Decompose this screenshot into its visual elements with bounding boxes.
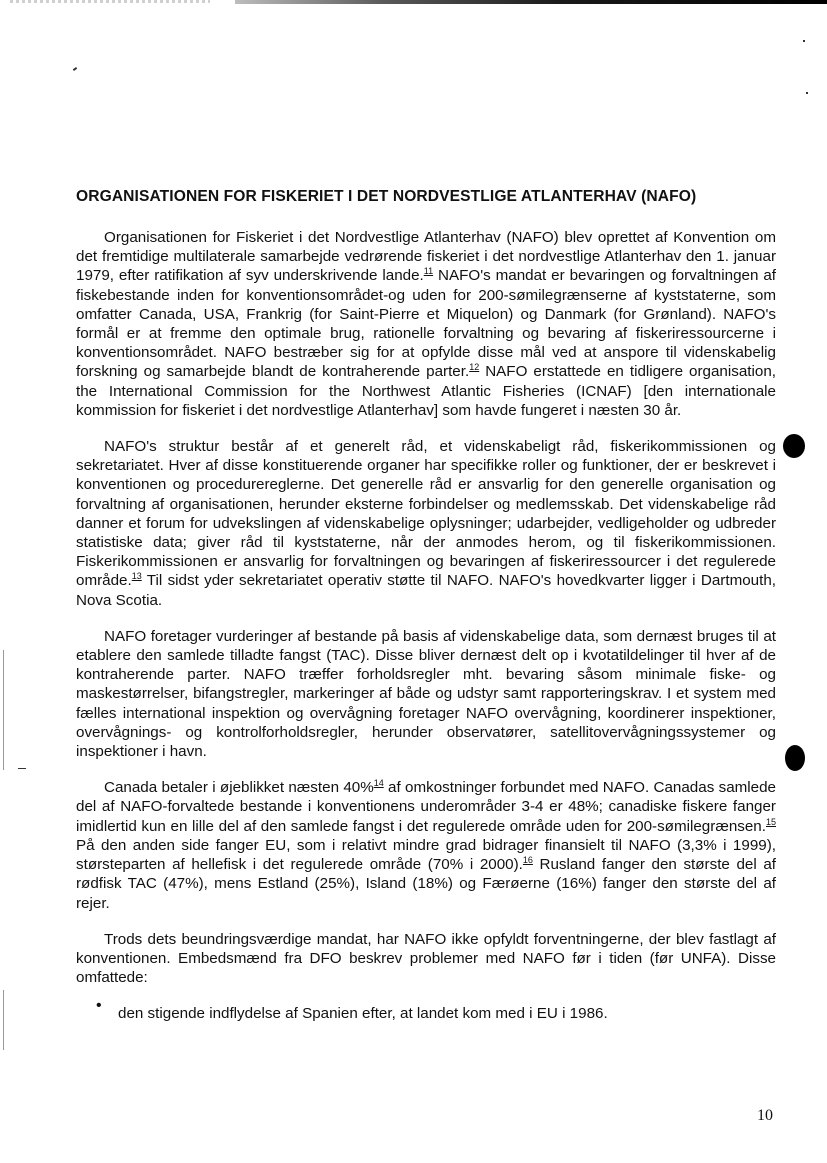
scan-speck: [806, 92, 808, 94]
scan-speck: [18, 768, 26, 769]
document-body: [76, 188, 776, 1024]
paragraph-text: NAFO foretager vurderinger af bestande på basis af videnskabelige data, som dernæst bruges til at etablere den samlede tilladte fangst (TAC). Disse bliver dernæst delt op i kvotatildelinger til hver af de kontraherende parter. NAFO træffer forholdsregler mht. bevaring såsom minimale fiske- og maskestørrelser, bifangstregler, markeringer af både og udstyr samt rapporteringskrav. I et system med fælles international inspektion og overvågning foretager NAFO overvågning, koordinerer inspektioner, overvågnings- og kontrolforholdsregler, herunder observatører, satellitovervågningssystemer og inspektioner i havn.: [76, 627, 776, 761]
paragraph-canada-contribution: [76, 778, 776, 912]
scan-speck: [803, 40, 805, 42]
scan-margin-line: [3, 650, 4, 770]
paragraph-text: NAFO erstattede en tidligere organisation, the International Commission for the Northwest Atlantic Fisheries (ICNAF) [den internationale kommission for fiskeriet i det nordvestlige Atlanterhav] som havde fungeret i næsten 30 år.: [76, 363, 777, 419]
paragraph-text: af omkostninger forbundet med NAFO. Canadas samlede del af NAFO-forvaltede bestande i konventionens underområder 3-4 er 48%; canadiske fiskere fanger imidlertid kun en lille del af den samlede fangst i det regulerede område uden for 200-sømilegrænsen.: [76, 779, 777, 835]
paragraph-nafo-assessments: [76, 627, 776, 761]
paragraph-text: NAFO's struktur består af et generelt råd, et videnskabeligt råd, fiskerikommissionen og sekretariatet. Hver af disse konstituerende organer har specifikke roller og funktioner, der er beskrevet i konventionen og procedurereglerne. Det generelle råd er ansvarlig for den generelle organisation og forvaltning af organisationen, herunder eksterne forbindelser og medlemsskab. Det videnskabelige råd danner et forum for udvekslingen af videnskabelige oplysninger; udarbejder, vedligeholder og udbreder statistiske data; giver råd til kyststaterne, når der anmodes herom, og til fiskerikommissionen. Fiskerikommissionen er ansvarlig for forvaltningen og bevaringen af fiskeriressourcer i det regulerede område.: [76, 438, 776, 590]
paragraph-text: På den anden side fanger EU, som i relativt mindre grad bidrager finansielt til NAFO (3,3% i 1999), størsteparten af hellefisk i det regulerede område (70% i 2000).: [76, 836, 776, 874]
paragraph-text: Rusland fanger den største del af rødfisk TAC (47%), mens Estland (25%), Island (18%) og Færøerne (16%) fanger den største del af rejer.: [76, 856, 776, 912]
footnote-ref[interactable]: 11: [423, 266, 434, 277]
footnote-ref[interactable]: 13: [131, 571, 142, 582]
footnote-ref[interactable]: 15: [765, 816, 776, 827]
footnote-ref[interactable]: 14: [373, 778, 384, 789]
paragraph-text: Canada betaler i øjeblikket næsten 40%: [104, 779, 374, 797]
scan-speck: [73, 67, 77, 71]
paragraph-text: Organisationen for Fiskeriet i det Nordvestlige Atlanterhav (NAFO) blev oprettet af Konvention om det fremtidige multilaterale samarbejde vedrørende fiskeriet i det nordvestlige Atlanterhav den 1. januar 1979, efter ratifikation af syv underskrivende lande.: [76, 229, 776, 285]
scan-edge-top-left: [10, 0, 210, 3]
list-item: [76, 997, 776, 1023]
punch-hole-upper: [783, 434, 805, 458]
footnote-ref[interactable]: 12: [469, 362, 480, 373]
scan-edge-top: [235, 0, 827, 4]
paragraph-text: Til sidst yder sekretariatet operativ støtte til NAFO. NAFO's hovedkvarter ligger i Dartmouth, Nova Scotia.: [76, 572, 776, 609]
paragraph-nafo-intro: [76, 228, 776, 420]
bullet-icon: •: [96, 997, 102, 1015]
scan-margin-line: [3, 990, 4, 1050]
paragraph-text: Trods dets beundringsværdige mandat, har NAFO ikke opfyldt forventningerne, der blev fastlagt af konventionen. Embedsmænd fra DFO beskrev problemer med NAFO før i tiden (før UNFA). Disse omfattede:: [76, 930, 776, 987]
paragraph-text: NAFO's mandat er bevaringen og forvaltningen af fiskebestande inden for konventionsområdet-og uden for 200-sømilegrænserne af kyststaterne, som omfatter Canada, USA, Frankrig (for Saint-Pierre et Miquelon) og Danmark (for Grønland). NAFO's formål er at fremme den optimale brug, rationelle forvaltning og bevaring af fiskeriressourcerne i konventionsområdet. NAFO bestræber sig for at opfylde disse mål ved at anspore til videnskabelig forskning og samarbejde blandt de kontraherende parter.: [76, 267, 776, 381]
paragraph-nafo-problems: [76, 930, 776, 988]
section-heading: ORGANISATIONEN FOR FISKERIET I DET NORDVESTLIGE ATLANTERHAV (NAFO): [76, 188, 697, 205]
list-item-text: den stigende indflydelse af Spanien efter, at landet kom med i EU i 1986.: [118, 1005, 608, 1023]
paragraph-nafo-structure: [76, 437, 776, 610]
footnote-ref[interactable]: 16: [522, 855, 533, 866]
punch-hole-lower: [785, 745, 805, 771]
page-number: 10: [757, 1107, 773, 1124]
